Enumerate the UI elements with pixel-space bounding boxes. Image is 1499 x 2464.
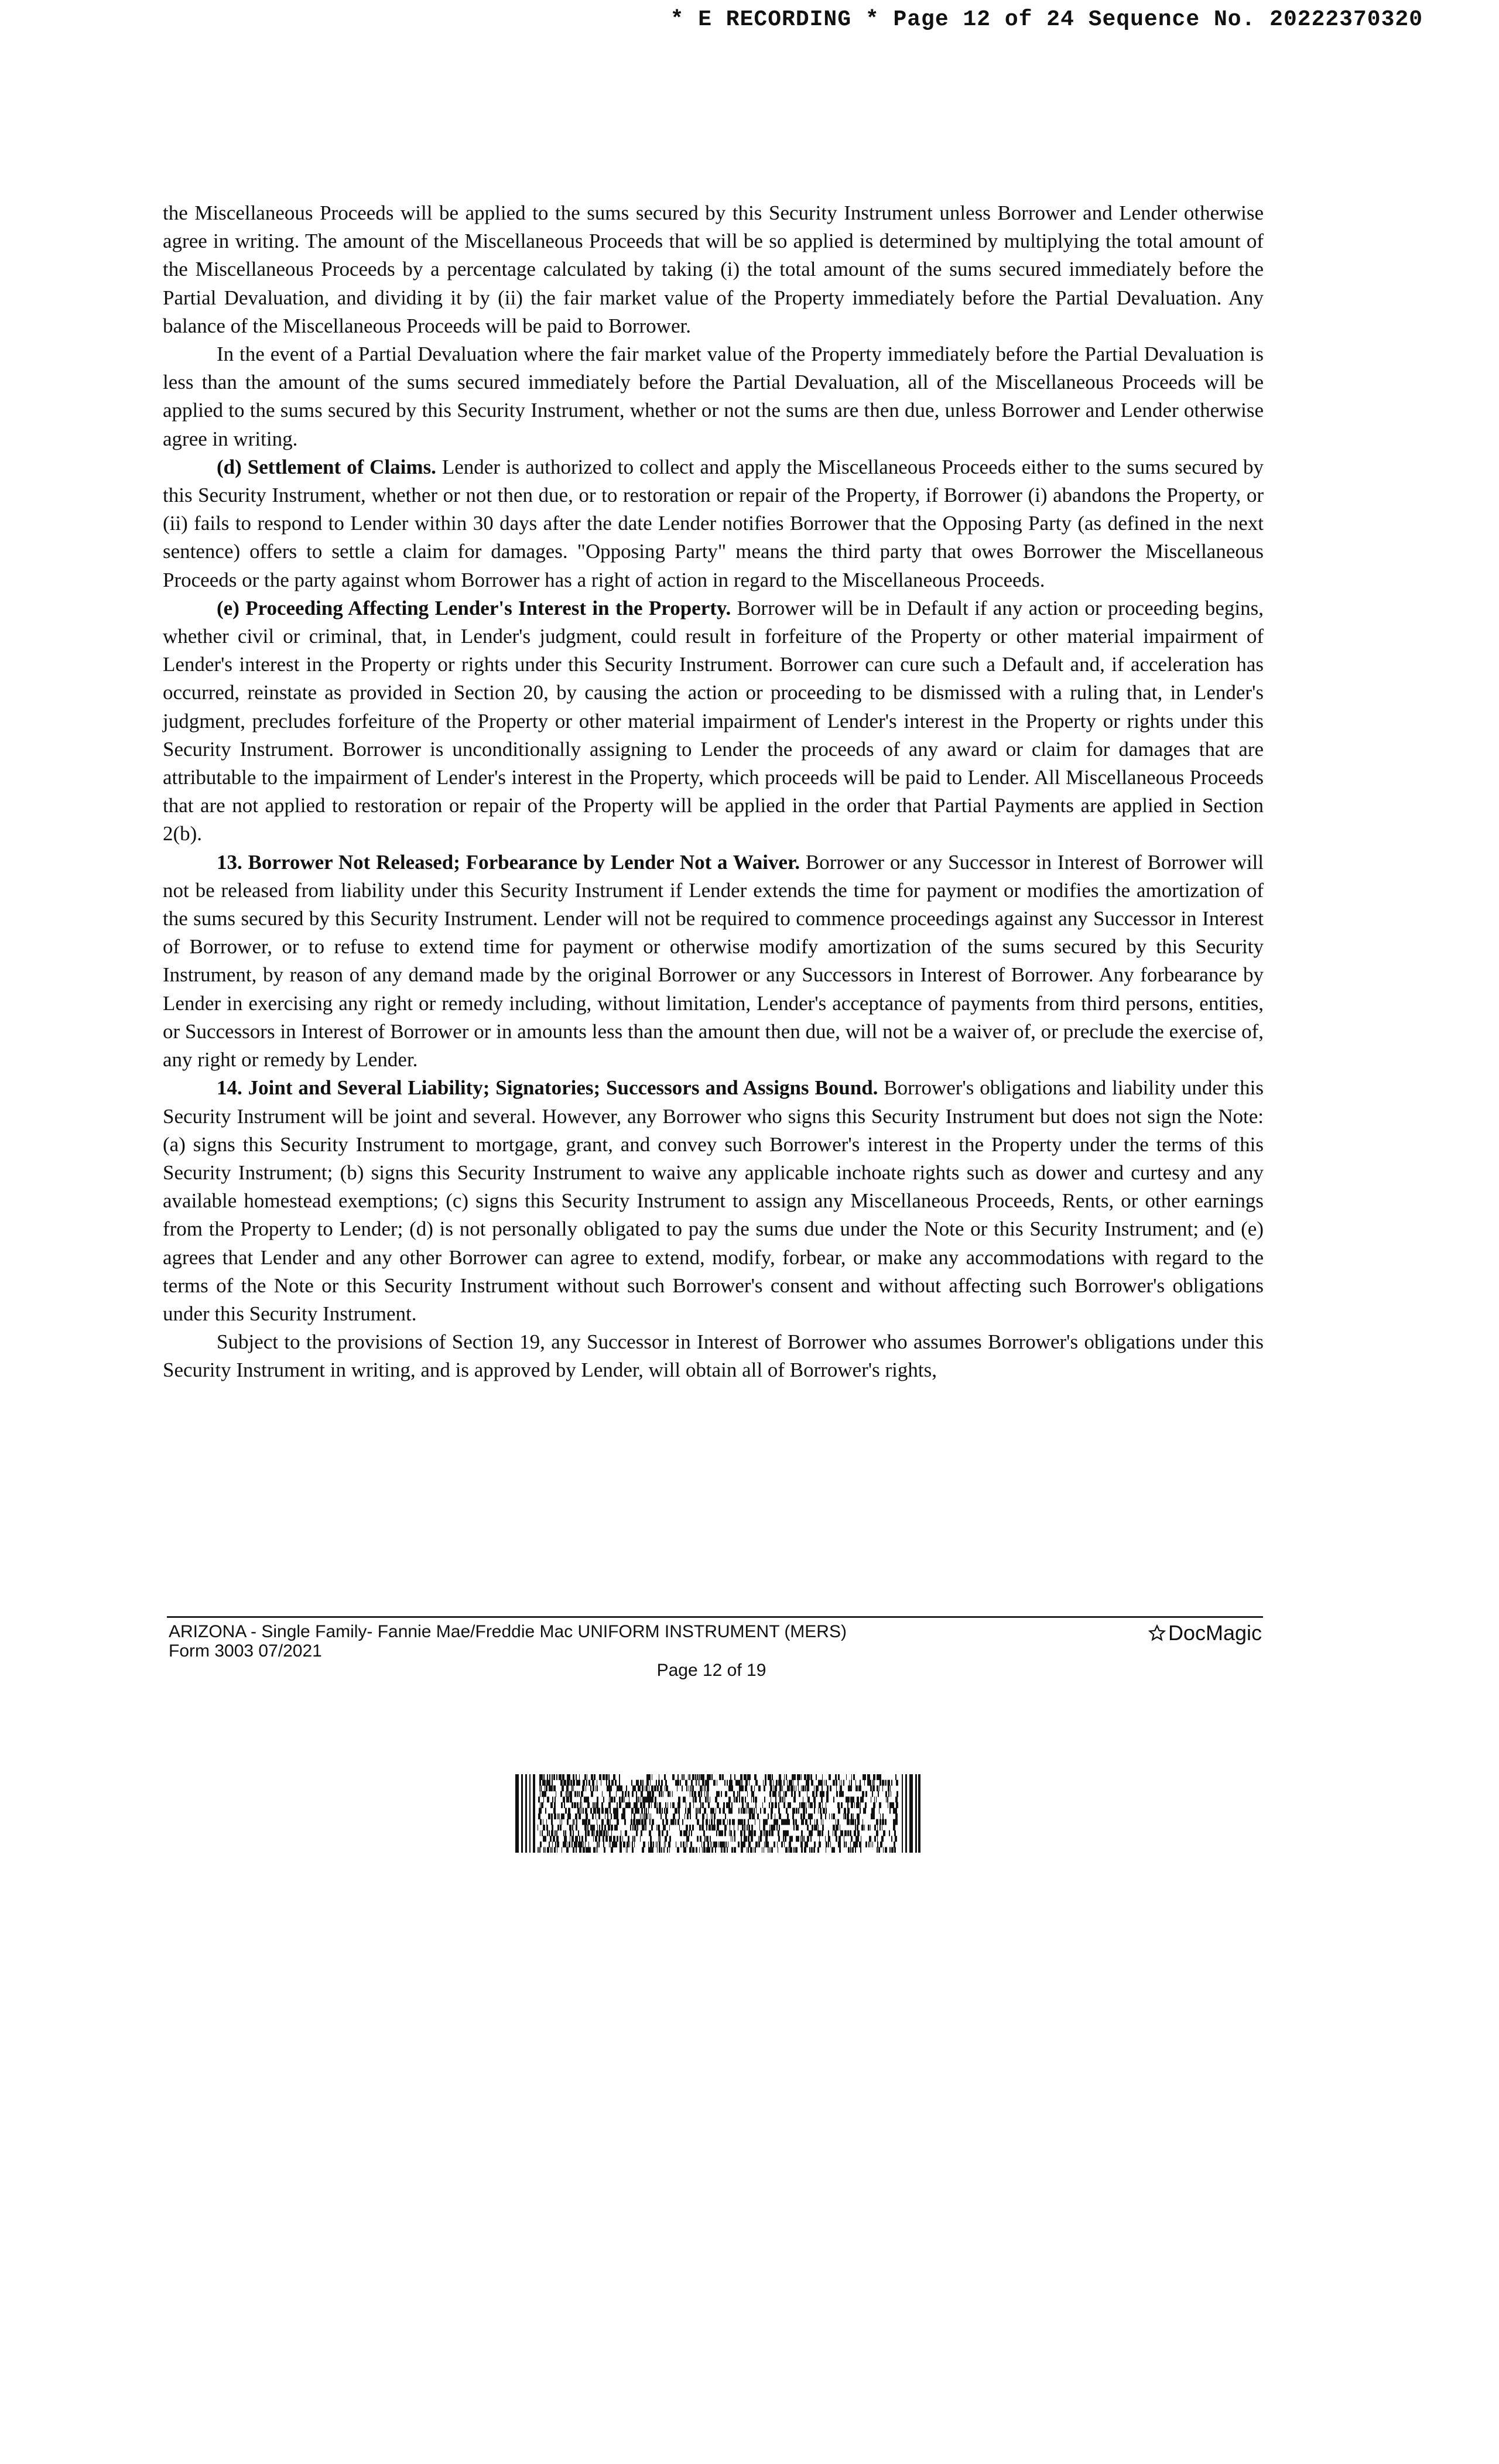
- footer-form-info: [169, 1622, 847, 1661]
- section-text-13: Borrower or any Successor in Interest of Borrower will not be released from liability under this Security Instrument if Lender extends the time for payment or modifies the amortization of the sums secured by this Security Instrument. Lender will not be required to commence proceedings against any Successor in Interest of Borrower, or to refuse to extend time for payment or otherwise modify amortization of the sums secured by this Security Instrument, by reason of any demand made by the original Borrower or any Successors in Interest of Borrower. Any forbearance by Lender in exercising any right or remedy including, without limitation, Lender's acceptance of payments from third persons, entities, or Successors in Interest of Borrower or in amounts less than the amount then due, will not be a waiver of, or preclude the exercise of, any right or remedy by Lender.: [163, 850, 1264, 1072]
- footer-page-number: Page 12 of 19: [656, 1661, 766, 1680]
- paragraph-section-13: [163, 848, 1264, 1074]
- section-heading-e: (e) Proceeding Affecting Lender's Interest in the Property.: [217, 596, 731, 620]
- paragraph-section-19-successor: Subject to the provisions of Section 19, any Successor in Interest of Borrower who assumes Borrower's obligations under this Security Instrument in writing, and is approved by Lender, will obtain all of Borrower's rights,: [163, 1330, 1264, 1382]
- section-text-e: Borrower will be in Default if any action or proceeding begins, whether civil or criminal, that, in Lender's judgment, could result in forfeiture of the Property or other material impairment of Lender's interest in the Property or rights under this Security Instrument. Borrower can cure such a Default and, if acceleration has occurred, reinstate as provided in Section 20, by causing the action or proceeding to be dismissed with a ruling that, in Lender's judgment, precludes forfeiture of the Property or other material impairment of Lender's interest in the Property or rights under this Security Instrument. Borrower is unconditionally assigning to Lender the proceeds of any award or claim for damages that are attributable to the impairment of Lender's interest in the Property, which proceeds will be paid to Lender. All Miscellaneous Proceeds that are not applied to restoration or repair of the Property will be applied in the order that Partial Payments are applied in Section 2(b).: [163, 596, 1264, 846]
- paragraph-partial-devaluation-less: In the event of a Partial Devaluation where the fair market value of the Property immediately before the Partial Devaluation is less than the amount of the sums secured immediately before the Partial Devaluation, all of the Miscellaneous Proceeds will be applied to the sums secured by this Security Instrument, whether or not the sums are then due, unless Borrower and Lender otherwise agree in writing.: [163, 343, 1264, 450]
- section-text-d: Lender is authorized to collect and apply the Miscellaneous Proceeds either to the sums secured by this Security Instrument, whether or not then due, or to restoration or repair of the Property, if Borrower (i) abandons the Property, or (ii) fails to respond to Lender within 30 days after the date Lender notifies Borrower that the Opposing Party (as defined in the next sentence) offers to settle a claim for damages. "Opposing Party" means the third party that owes Borrower the Miscellaneous Proceeds or the party against whom Borrower has a right of action in regard to the Miscellaneous Proceeds.: [163, 455, 1264, 591]
- document-body: [163, 199, 1264, 1385]
- paragraph-section-14: [163, 1074, 1264, 1328]
- section-heading-14: 14. Joint and Several Liability; Signatories; Successors and Assigns Bound.: [217, 1076, 878, 1100]
- star-outline-icon: [1148, 1624, 1166, 1642]
- docmagic-brand-text: DocMagic: [1168, 1621, 1262, 1645]
- recording-header: * E RECORDING * Page 12 of 24 Sequence No. 20222370320: [670, 7, 1423, 32]
- paragraph-proceeding-affecting-interest: [163, 594, 1264, 848]
- section-heading-13: 13. Borrower Not Released; Forbearance by Lender Not a Waiver.: [217, 850, 800, 874]
- barcode-image: [515, 1774, 920, 1853]
- docmagic-logo: [1148, 1621, 1262, 1645]
- paragraph-settlement-of-claims: [163, 453, 1264, 594]
- paragraph-partial-devaluation-continued: the Miscellaneous Proceeds will be applied to the sums secured by this Security Instrument unless Borrower and Lender otherwise agree in writing. The amount of the Miscellaneous Proceeds that will be so applied is determined by multiplying the total amount of the Miscellaneous Proceeds by a percentage calculated by taking (i) the total amount of the sums secured immediately before the Partial Devaluation, and dividing it by (ii) the fair market value of the Property immediately before the Partial Devaluation. Any balance of the Miscellaneous Proceeds will be paid to Borrower.: [163, 201, 1264, 337]
- section-text-14: Borrower's obligations and liability under this Security Instrument will be joint and several. However, any Borrower who signs this Security Instrument but does not sign the Note: (a) signs this Security Instrument to mortgage, grant, and convey such Borrower's interest in the Property under the terms of this Security Instrument; (b) signs this Security Instrument to waive any applicable inchoate rights such as dower and curtesy and any available homestead exemptions; (c) signs this Security Instrument to assign any Miscellaneous Proceeds, Rents, or other earnings from the Property to Lender; (d) is not personally obligated to pay the sums due under the Note or this Security Instrument; and (e) agrees that Lender and any other Borrower can agree to extend, modify, forbear, or make any accommodations with regard to the terms of the Note or this Security Instrument without such Borrower's consent and without affecting such Borrower's obligations under this Security Instrument.: [163, 1076, 1264, 1325]
- footer-form-number: Form 3003 07/2021: [169, 1641, 322, 1661]
- footer-divider: [167, 1616, 1263, 1618]
- footer-form-title: ARIZONA - Single Family- Fannie Mae/Freddie Mac UNIFORM INSTRUMENT (MERS): [169, 1622, 847, 1641]
- section-heading-d: (d) Settlement of Claims.: [217, 455, 436, 478]
